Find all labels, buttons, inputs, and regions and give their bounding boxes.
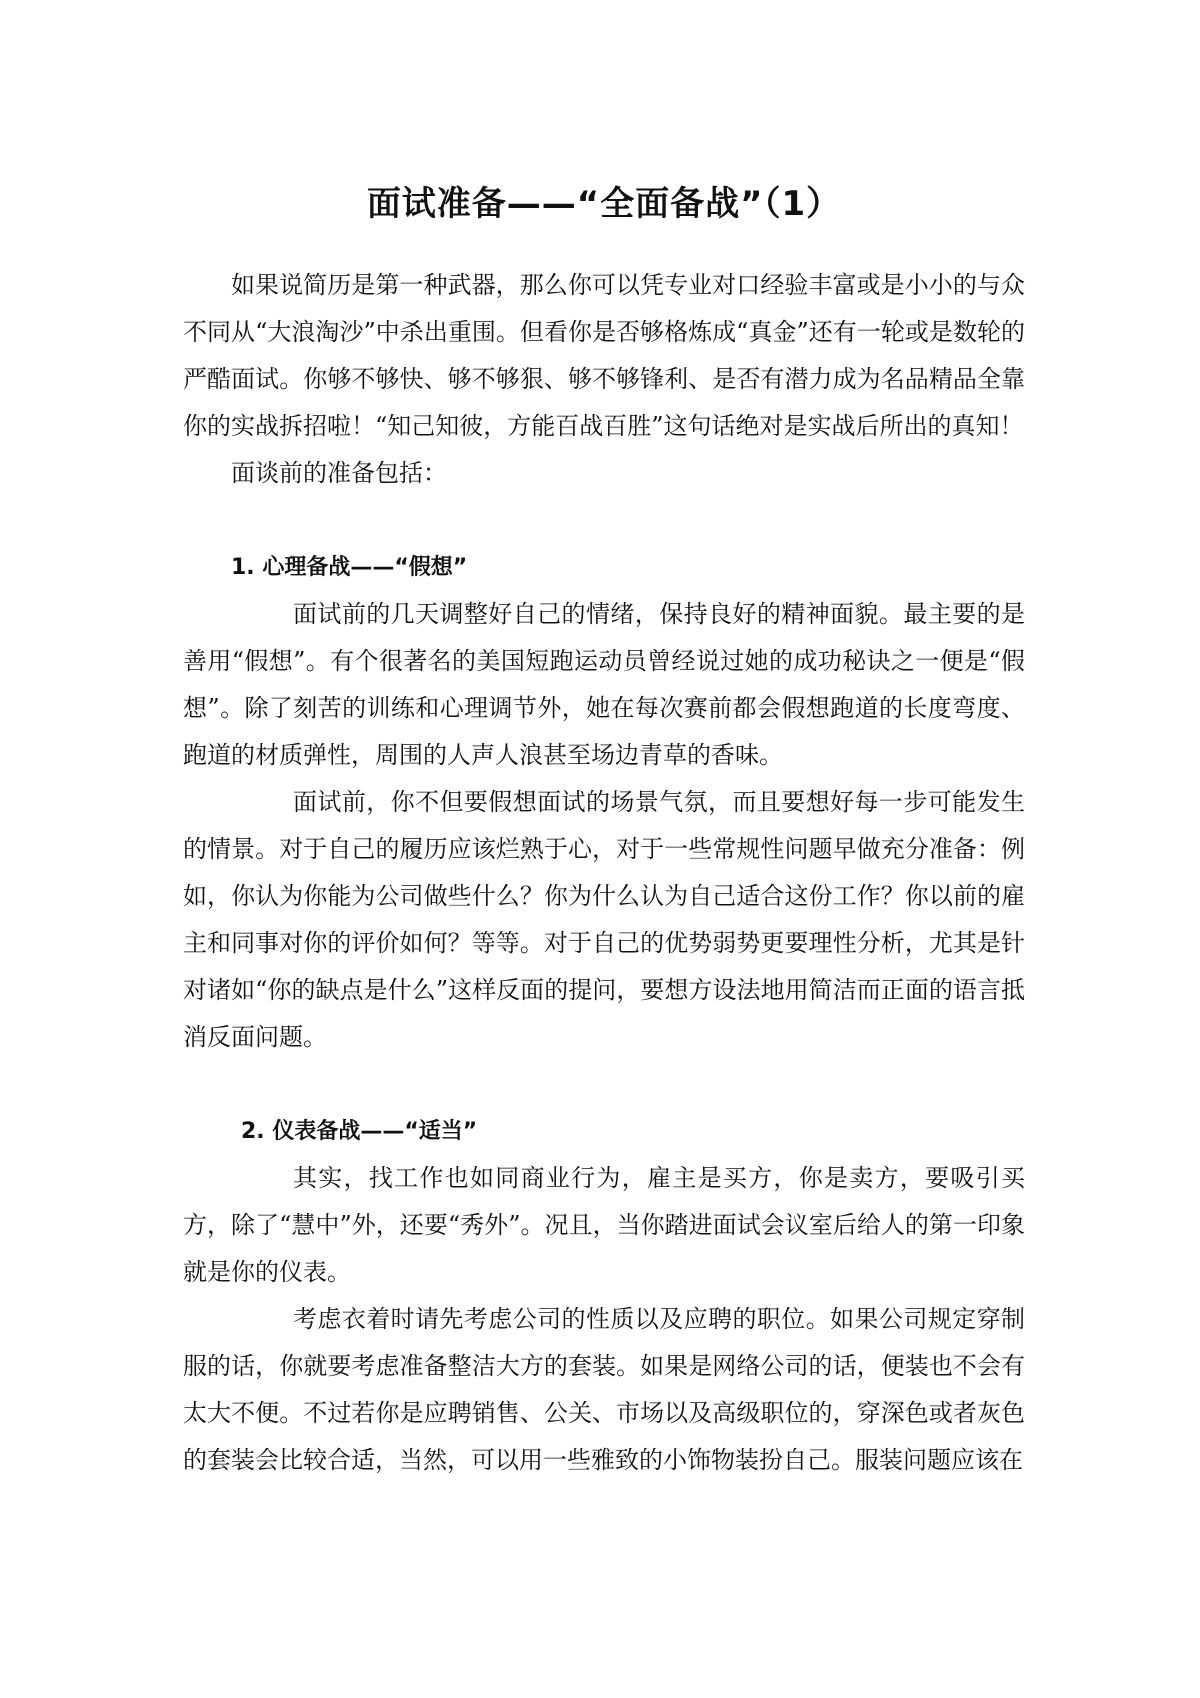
- intro-paragraph-1: 如果说简历是第一种武器，那么你可以凭专业对口经验丰富或是小小的与众不同从“大浪淘沙”中杀出重围。但看你是否够格炼成“真金”还有一轮或是数轮的严酷面试。你够不够快、够不够狠、够不够锋利、是否有潜力成为名品精品全靠你的实战拆招啦！“知己知彼，方能百战百胜”这句话绝对是实战后所出的真知！: [183, 271, 1025, 440]
- section-1-heading: 1. 心理备战——“假想”: [231, 555, 468, 580]
- document-page: [183, 180, 1025, 1484]
- section-1-paragraph-2: 面试前，你不但要假想面试的场景气氛，而且要想好每一步可能发生的情景。对于自己的履历应该烂熟于心，对于一些常规性问题早做充分准备：例如，你认为你能为公司做些什么？你为什么认为自己适合这份工作？你以前的雇主和同事对你的评价如何？等等。对于自己的优势弱势更要理性分析，尤其是针对诸如“你的缺点是什么”这样反面的提问，要想方设法地用简洁而正面的语言抵消反面问题。: [183, 788, 1025, 1051]
- section-1-paragraph-1: 面试前的几天调整好自己的情绪，保持良好的精神面貌。最主要的是善用“假想”。有个很著名的美国短跑运动员曾经说过她的成功秘诀之一便是“假想”。除了刻苦的训练和心理调节外，她在每次赛前都会假想跑道的长度弯度、跑道的材质弹性，周围的人声人浪甚至场边青草的香味。: [183, 600, 1025, 769]
- section-2-paragraph-2: 考虑衣着时请先考虑公司的性质以及应聘的职位。如果公司规定穿制服的话，你就要考虑准备整洁大方的套装。如果是网络公司的话，便装也不会有太大不便。不过若你是应聘销售、公关、市场以及高级职位的，穿深色或者灰色的套装会比较合适，当然，可以用一些雅致的小饰物装扮自己。服装问题应该在: [183, 1305, 1025, 1474]
- section-spacer: [183, 497, 1025, 544]
- page-title: 面试准备——“全面备战”（1）: [366, 184, 842, 224]
- section-2-paragraph-1: 其实，找工作也如同商业行为，雇主是买方，你是卖方，要吸引买方，除了“慧中”外，还要“秀外”。况且，当你踏进面试会议室后给人的第一印象就是你的仪表。: [183, 1164, 1025, 1286]
- section-2-heading: 2. 仪表备战——“适当”: [241, 1119, 478, 1144]
- section-spacer: [183, 1061, 1025, 1108]
- intro-paragraph-2: 面谈前的准备包括：: [231, 459, 447, 487]
